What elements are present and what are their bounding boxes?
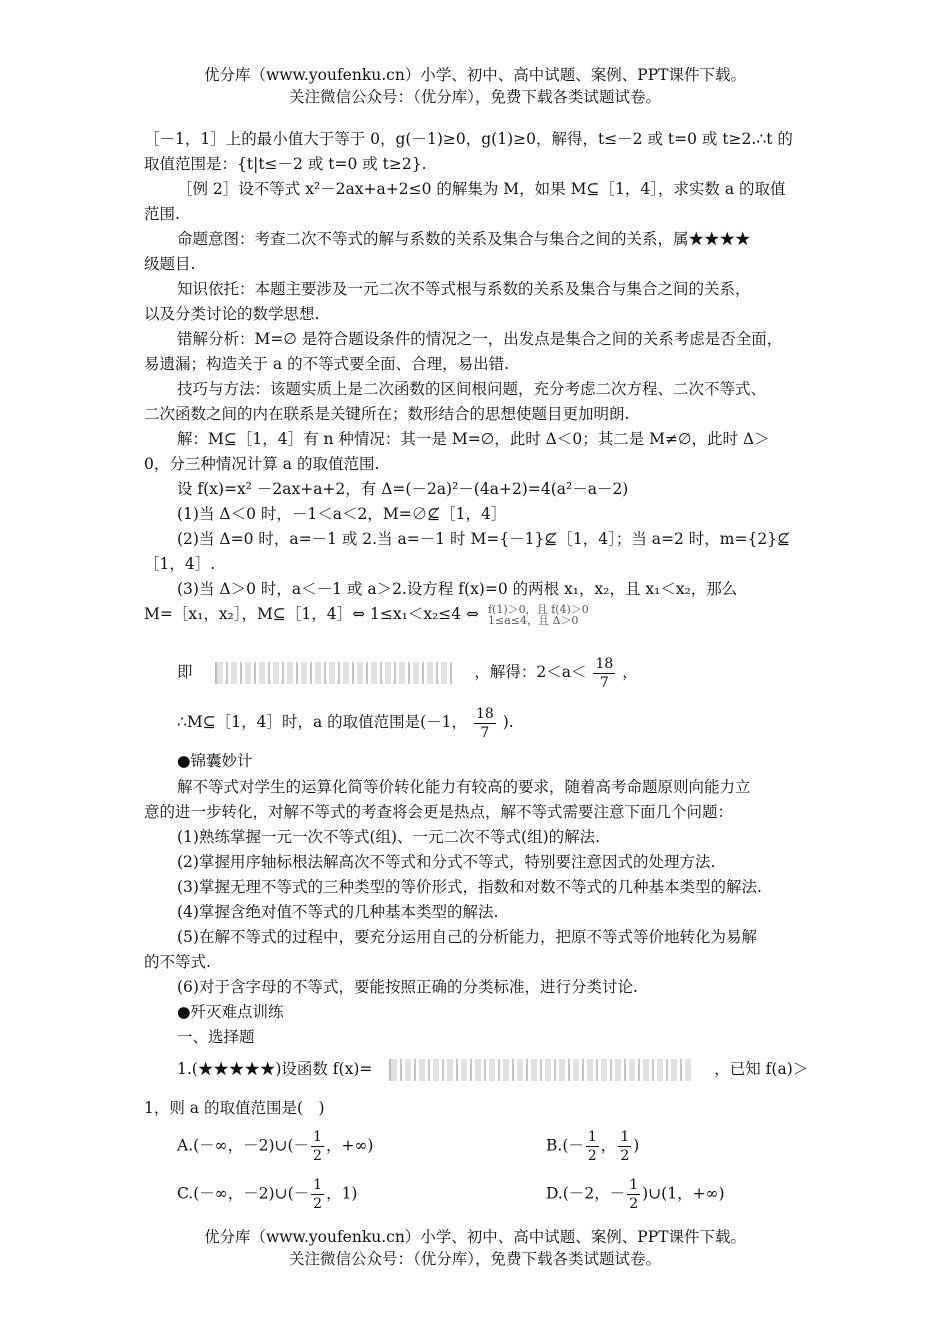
case3-equivalence: M=［x₁，x₂］，M⊆［1，4］⇔ 1≤x₁＜x₂≤4 ⇔: [144, 605, 480, 623]
example-2-title: ［例 2］设不等式 x²－2ax+a+2≤0 的解集为 M，如果 M⊆［1，4］，求实数 a 的取值: [177, 180, 786, 198]
fraction-1-2: $\frac{1}{2}$: [629, 1177, 639, 1212]
text-line: 的不等式.: [144, 953, 211, 971]
text-line: 即 ，解得：2＜a＜ $\frac{18}{7}$ ，: [177, 655, 638, 691]
blurred-function-image: [389, 1059, 691, 1081]
page-footer: [0, 1226, 950, 1270]
text-line: 范围.: [144, 205, 180, 223]
condition-system: [488, 604, 589, 626]
list-item: (2)掌握用序轴标根法解高次不等式和分式不等式，特别要注意因式的处理方法.: [177, 853, 716, 871]
header-line-2: 关注微信公众号：（优分库），免费下载各类试题试卷。: [288, 88, 661, 106]
condition-line-1: f(1)＞0，且 f(4)＞0: [487, 603, 589, 616]
text-line: [144, 603, 589, 626]
choice-b[interactable]: B.(－ $\frac{1}{2}$ ， $\frac{1}{2}$ ): [546, 1129, 640, 1164]
footer-line-2: 关注微信公众号：（优分库），免费下载各类试题试卷。: [288, 1250, 661, 1268]
text-line: ［－1，1］上的最小值大于等于 0，g(－1)≥0，g(1)≥0，解得，t≤－2 或 t=0 或 t≥2.∴t 的: [144, 130, 793, 148]
text-line: 命题意图：考查二次不等式的解与系数的关系及集合与集合之间的关系，属★★★★: [177, 230, 751, 248]
solution-result: ，解得：2＜a＜: [474, 663, 587, 681]
question-1: 1.(★★★★★)设函数 f(x)= ，已知 f(a)＞: [177, 1052, 808, 1086]
text-line: 知识依托：本题主要涉及一元二次不等式根与系数的关系及集合与集合之间的关系，: [177, 280, 751, 298]
list-item: (5)在解不等式的过程中，要充分运用自己的分析能力，把原不等式等价地转化为易解: [177, 928, 757, 946]
header-line-1: 优分库（www.youfenku.cn）小学、初中、高中试题、案例、PPT课件下载。: [203, 66, 747, 84]
text-line: ［1，4］.: [144, 555, 216, 573]
text-line: 意的进一步转化，对解不等式的考查将会更是热点，解不等式需要注意下面几个问题：: [144, 803, 734, 821]
fraction-1-2: $\frac{1}{2}$: [620, 1129, 630, 1164]
text-line: 取值范围是：{t|t≤－2 或 t=0 或 t≥2}.: [144, 155, 427, 173]
list-item: (4)掌握含绝对值不等式的几种基本类型的解法.: [177, 903, 499, 921]
text-line: 解不等式对学生的运算化简等价转化能力有较高的要求，随着高考命题原则向能力立: [177, 778, 751, 796]
section-title-training: ●歼灭难点训练: [177, 1003, 284, 1021]
text-line: (1)当 Δ＜0 时，－1＜a＜2，M=∅⊈［1，4］: [177, 505, 507, 523]
choice-d[interactable]: D.(－2，－ $\frac{1}{2}$ )∪(1，+∞): [546, 1177, 725, 1212]
choice-a[interactable]: A.(－∞，－2)∪(－ $\frac{1}{2}$ ，+∞): [177, 1129, 374, 1164]
text-line: (2)当 Δ=0 时，a=－1 或 2.当 a=－1 时 M={－1}⊈［1，4］；当 a=2 时，m={2}⊈: [177, 530, 791, 548]
text-line: 二次函数之间的内在联系是关键所在；数形结合的思想使题目更加明朗.: [144, 405, 630, 423]
fraction-1-2: $\frac{1}{2}$: [587, 1129, 597, 1164]
text-line: 以及分类讨论的数学思想.: [144, 305, 320, 323]
fraction-18-7: $\frac{18}{7}$: [595, 655, 614, 691]
footer-line-1: 优分库（www.youfenku.cn）小学、初中、高中试题、案例、PPT课件下载。: [203, 1228, 747, 1246]
page-header: [0, 64, 950, 108]
text-line: 级题目.: [144, 255, 196, 273]
fraction-1-2: $\frac{1}{2}$: [313, 1129, 322, 1164]
text-line: 技巧与方法：该题实质上是二次函数的区间根问题，充分考虑二次方程、二次不等式、: [177, 380, 767, 398]
fraction-18-7: $\frac{18}{7}$: [475, 705, 494, 741]
ji-label: 即: [177, 663, 193, 681]
section-title-choice: 一、选择题: [177, 1028, 255, 1046]
text-line: 解：M⊆［1，4］有 n 种情况：其一是 M=∅，此时 Δ＜0；其二是 M≠∅，此时 Δ＞: [177, 430, 770, 448]
text-line: 错解分析：M=∅ 是符合题设条件的情况之一，出发点是集合之间的关系考虑是否全面，: [177, 330, 783, 348]
list-item: (1)熟练掌握一元一次不等式(组)、一元二次不等式(组)的解法.: [177, 828, 601, 846]
list-item: (6)对于含字母的不等式，要能按照正确的分类标准，进行分类讨论.: [177, 978, 638, 996]
choice-c[interactable]: C.(－∞，－2)∪(－ $\frac{1}{2}$ ，1): [177, 1177, 358, 1212]
text-line: 易遗漏；构造关于 a 的不等式要全面、合理，易出错.: [144, 355, 510, 373]
blurred-formula-image: [215, 662, 455, 684]
list-item: (3)掌握无理不等式的三种类型的等价形式，指数和对数不等式的几种基本类型的解法.: [177, 878, 762, 896]
text-line: 设 f(x)=x² －2ax+a+2，有 Δ=(－2a)²－(4a+2)=4(a²－a－2): [177, 480, 629, 498]
text-line: (3)当 Δ＞0 时，a＜－1 或 a＞2.设方程 f(x)=0 的两根 x₁，x₂，且 x₁＜x₂，那么: [177, 580, 738, 598]
section-title-tips: ●锦囊妙计: [177, 752, 253, 770]
conclusion-line: ∴M⊆［1，4］时，a 的取值范围是(－1， $\frac{18}{7}$ ).: [177, 705, 514, 741]
condition-line-2: 1≤a≤4，且 Δ＞0: [487, 614, 579, 627]
fraction-1-2: $\frac{1}{2}$: [313, 1177, 323, 1212]
text-line: 1，则 a 的取值范围是( ): [144, 1099, 325, 1117]
text-line: 0，分三种情况计算 a 的取值范围.: [144, 455, 380, 473]
